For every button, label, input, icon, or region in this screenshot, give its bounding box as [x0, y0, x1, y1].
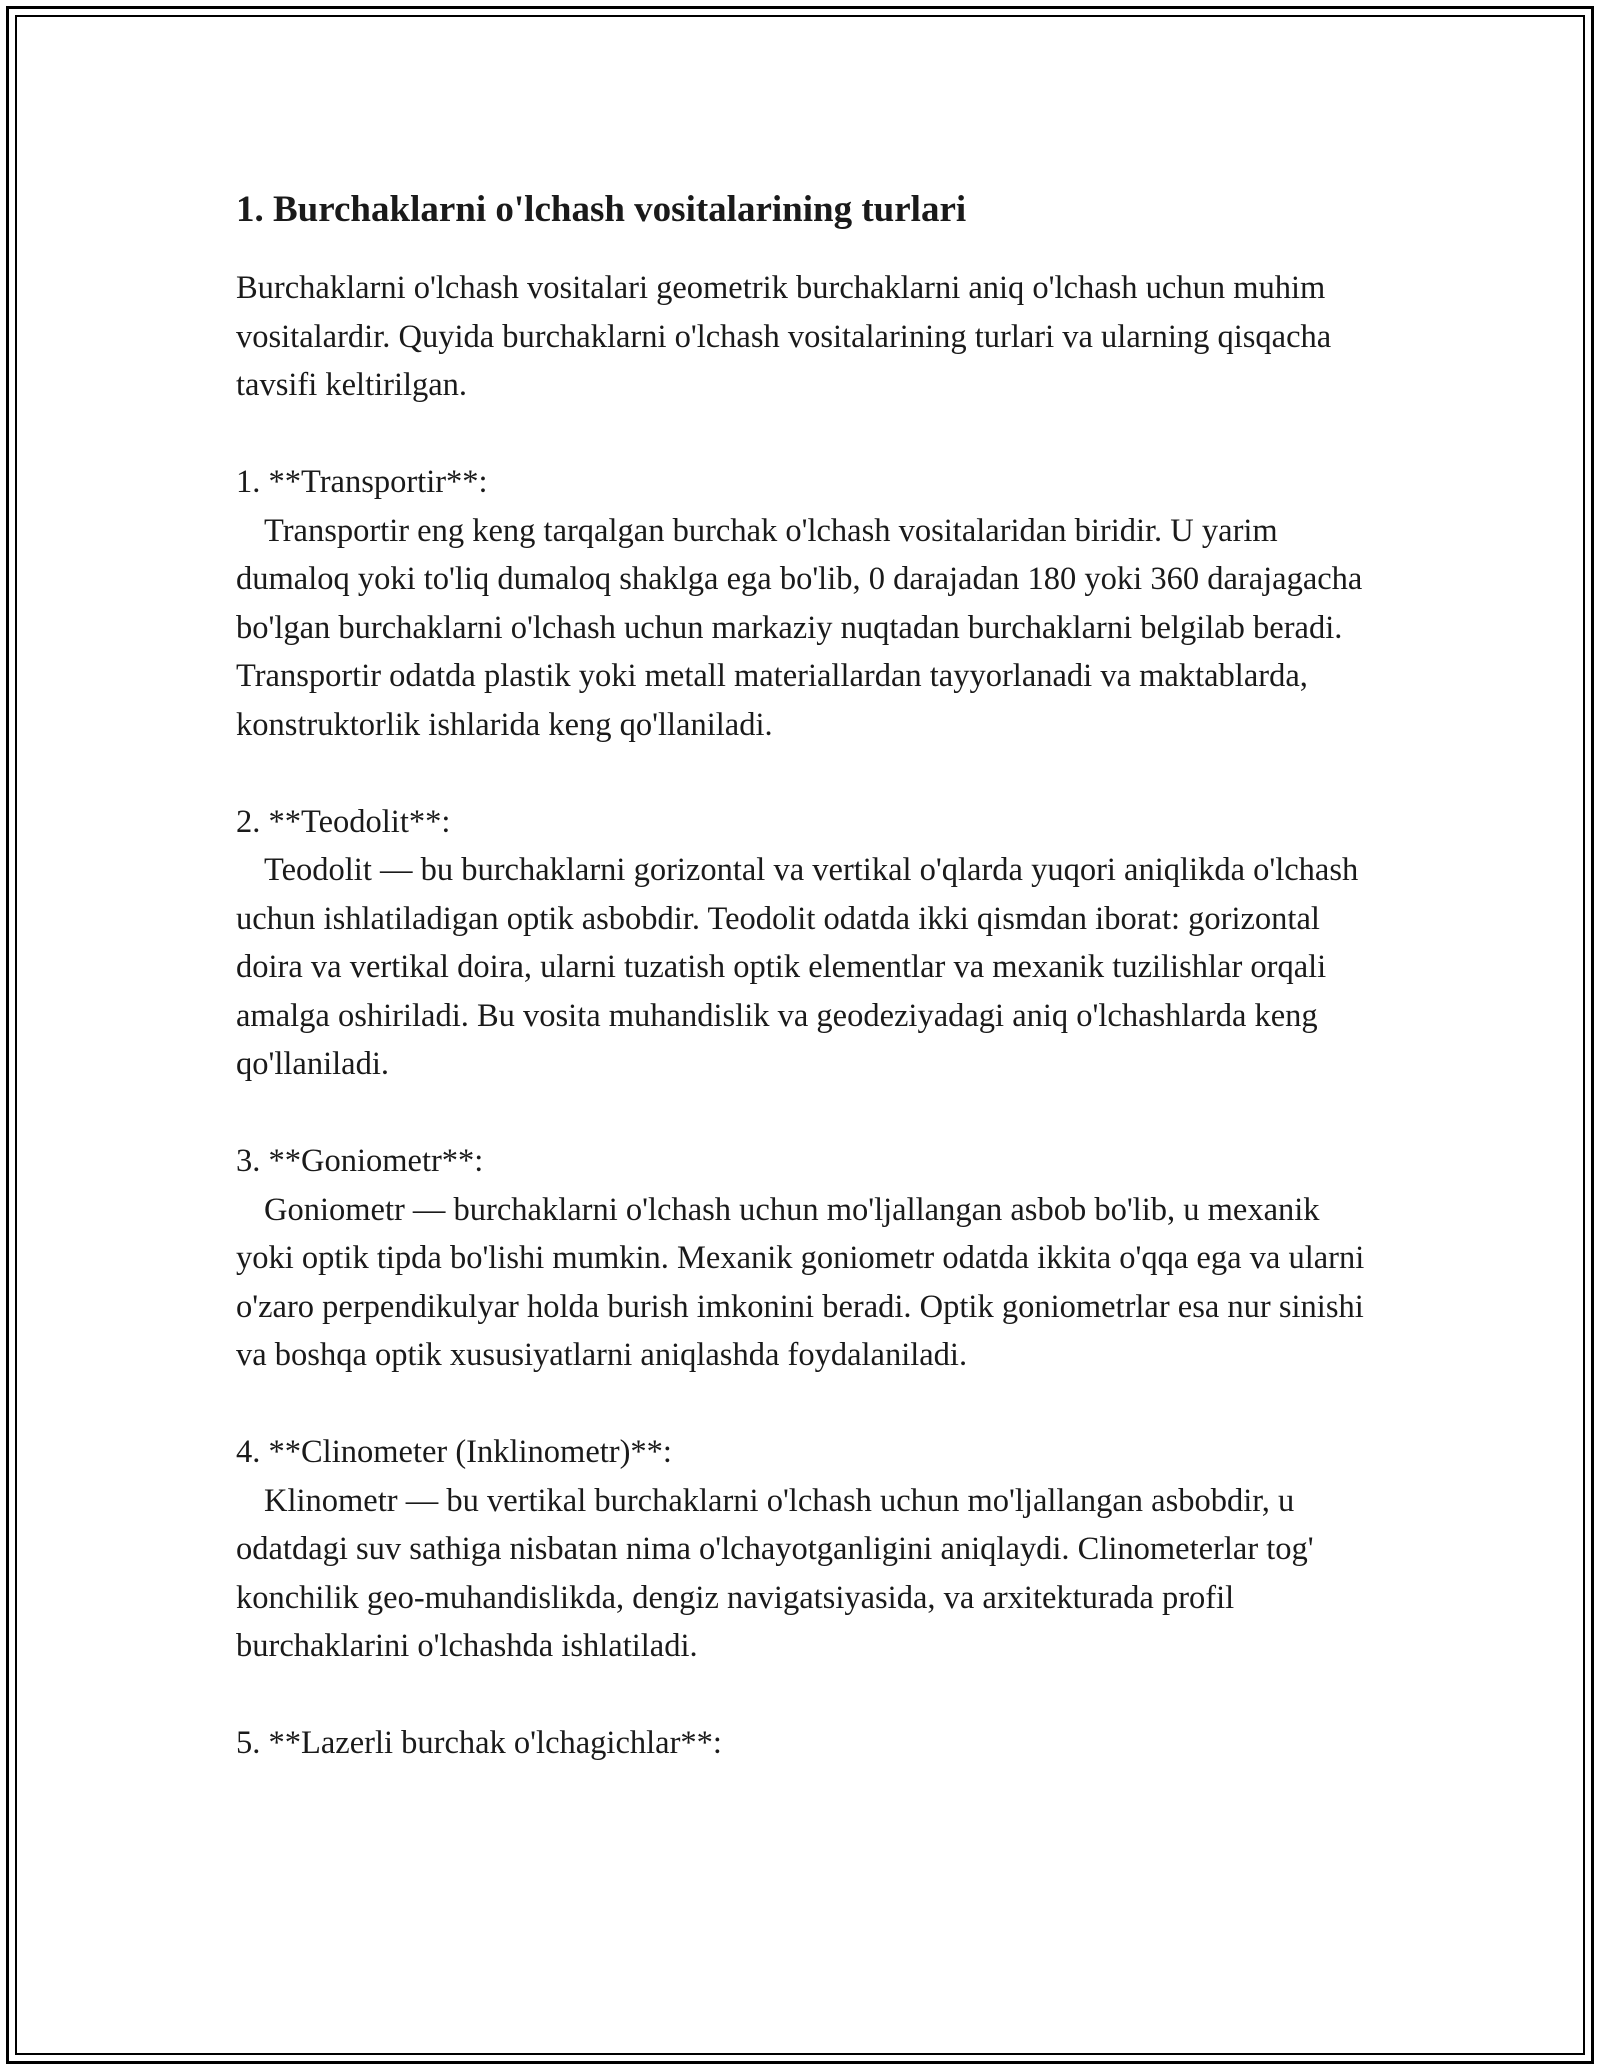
list-item-goniometr: [236, 1137, 1376, 1380]
list-item-clinometer: [236, 1428, 1376, 1671]
item-body: Goniometr — burchaklarni o'lchash uchun mo'ljallangan asbob bo'lib, u mexanik yoki optik tipda bo'lishi mumkin. Mexanik goniometr odatda ikkita o'qqa ega va ularni o'zaro perpendikulyar holda burish imkonini beradi. Optik goniometrlar esa nur sinishi va boshqa optik xususiyatlarni aniqlashda foydalaniladi.: [236, 1191, 1365, 1373]
item-body: Klinometr — bu vertikal burchaklarni o'lchash uchun mo'ljallangan asbobdir, u odatdagi suv sathiga nisbatan nima o'lchayotganligini aniqlaydi. Clinometerlar tog' konchilik geo-muhandislikda, dengiz navigatsiyasida, va arxitekturada profil burchaklarini o'lchashda ishlatiladi.: [236, 1482, 1314, 1664]
item-heading: 5. **Lazerli burchak o'lchagichlar**:: [236, 1725, 722, 1761]
document-content: [236, 186, 1376, 1816]
list-item-teodolit: [236, 798, 1376, 1089]
item-body: Transportir eng keng tarqalgan burchak o'lchash vositalaridan biridir. U yarim dumaloq yoki to'liq dumaloq shaklga ega bo'lib, 0 darajadan 180 yoki 360 darajagacha bo'lgan burchaklarni o'lchash uchun markaziy nuqtadan burchaklarni belgilab beradi. Transportir odatda plastik yoki metall materiallardan tayyorlanadi va maktablarda, konstruktorlik ishlarida keng qo'llaniladi.: [236, 512, 1363, 743]
item-heading: 2. **Teodolit**:: [236, 803, 451, 840]
item-heading: 4. **Clinometer (Inklinometr)**:: [236, 1434, 672, 1470]
intro-paragraph: Burchaklarni o'lchash vositalari geometrik burchaklarni aniq o'lchash uchun muhim vositalardir. Quyida burchaklarni o'lchash vositalarining turlari va ularning qisqacha tavsifi keltirilgan.: [236, 270, 1332, 403]
list-item-transportir: [236, 458, 1376, 749]
list-item-lazerli: [236, 1719, 1376, 1768]
item-heading: 1. **Transportir**:: [236, 464, 488, 500]
document-title: 1. Burchaklarni o'lchash vositalarining turlari: [236, 189, 967, 230]
item-heading: 3. **Goniometr**:: [236, 1143, 484, 1179]
item-body: Teodolit — bu burchaklarni gorizontal va vertikal o'qlarda yuqori aniqlikda o'lchash uchun ishlatiladigan optik asbobdir. Teodolit odatda ikki qismdan iborat: gorizontal doira va vertikal doira, ularni tuzatish optik elementlar va mexanik tuzilishlar orqali amalga oshiriladi. Bu vosita muhandislik va geodeziyadagi aniq o'lchashlarda keng qo'llaniladi.: [236, 852, 1359, 1082]
